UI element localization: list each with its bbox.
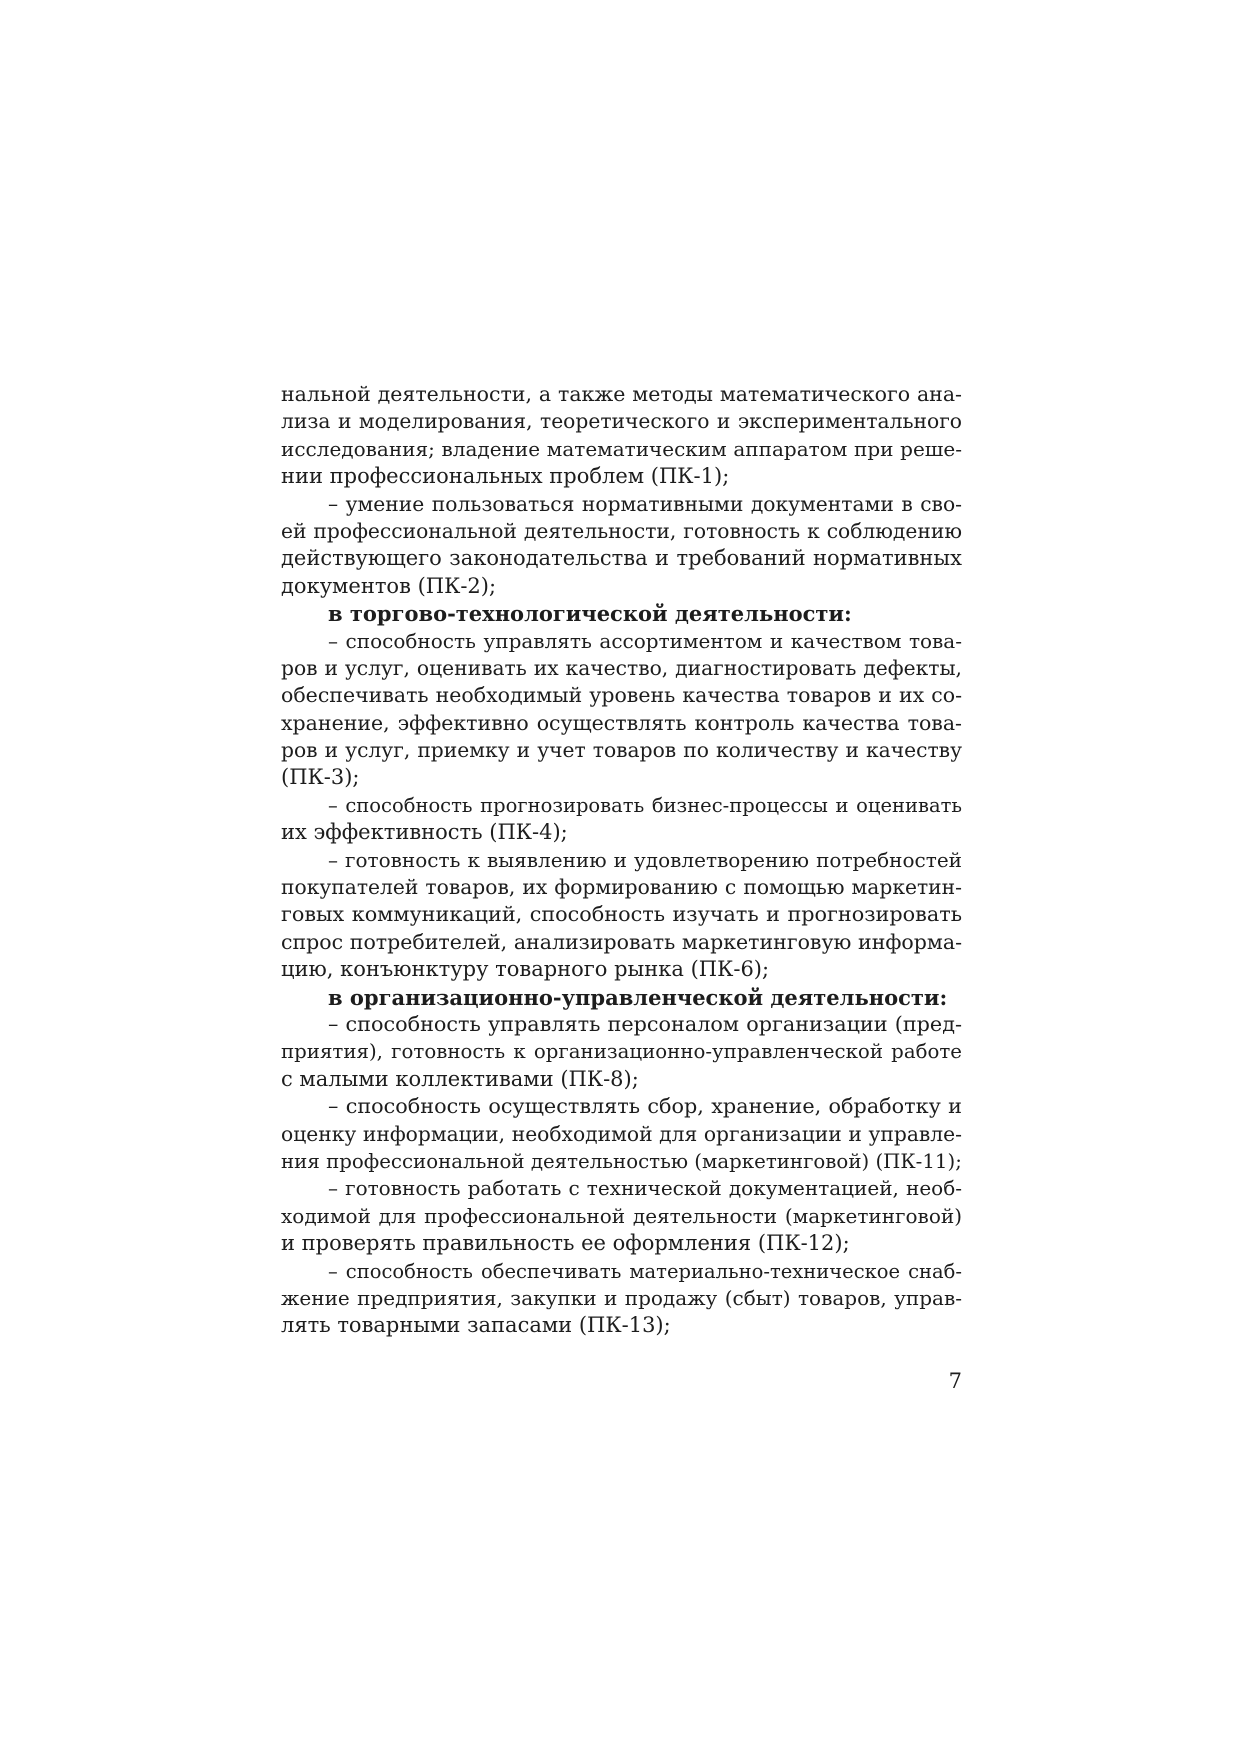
- text-line: ния профессиональной деятельностью (маркетинговой) (ПК-11);: [281, 1149, 962, 1173]
- text-line: говых коммуникаций, способность изучать и прогнозировать: [281, 902, 962, 927]
- text-line: приятия), готовность к организационно-управленческой работе: [281, 1040, 962, 1064]
- text-line: – готовность работать с технической документацией, необ-: [328, 1176, 962, 1201]
- text-line: документов (ПК-2);: [281, 573, 497, 598]
- text-line: – умение пользоваться нормативными документами в сво-: [328, 491, 962, 516]
- text-line: и проверять правильность ее оформления (ПК-12);: [281, 1231, 850, 1256]
- text-line: оценку информации, необходимой для организации и управле-: [281, 1121, 962, 1146]
- text-line: ходимой для профессиональной деятельности (маркетинговой): [281, 1203, 962, 1228]
- text-line: – способность прогнозировать бизнес-процессы и оценивать: [328, 793, 962, 817]
- text-line: покупателей товаров, их формированию с помощью маркетин-: [281, 875, 962, 900]
- text-line: спрос потребителей, анализировать маркетинговую информа-: [281, 929, 962, 954]
- text-line: лять товарными запасами (ПК-13);: [281, 1313, 671, 1338]
- section-heading: в торгово-технологической деятельности:: [328, 601, 852, 627]
- text-line: цию, конъюнктуру товарного рынка (ПК-6);: [281, 957, 770, 982]
- text-line: – способность управлять персоналом организации (пред-: [328, 1011, 962, 1036]
- text-line: действующего законодательства и требований нормативных: [281, 546, 962, 571]
- text-line: – способность управлять ассортиментом и качеством това-: [328, 628, 962, 653]
- text-line: ей профессиональной деятельности, готовность к соблюдению: [281, 518, 962, 543]
- text-line: нии профессиональных проблем (ПК-1);: [281, 464, 730, 489]
- text-line: исследования; владение математическим аппаратом при реше-: [281, 436, 962, 461]
- text-line: – способность осуществлять сбор, хранение, обработку и: [328, 1094, 962, 1119]
- text-line: ров и услуг, оценивать их качество, диагностировать дефекты,: [281, 655, 962, 680]
- text-line: обеспечивать необходимый уровень качества товаров и их со-: [281, 683, 962, 708]
- page-number: 7: [948, 1369, 962, 1393]
- body-text: [281, 381, 962, 1340]
- text-line: лиза и моделирования, теоретического и экспериментального: [281, 409, 962, 434]
- section-heading: в организационно-управленческой деятельности:: [328, 984, 948, 1010]
- text-line: ров и услуг, приемку и учет товаров по количеству и качеству: [281, 738, 962, 763]
- text-line: (ПК-3);: [281, 765, 360, 790]
- text-line: – способность обеспечивать материально-техническое снаб-: [328, 1259, 962, 1283]
- text-line: – готовность к выявлению и удовлетворению потребностей: [328, 847, 962, 872]
- text-line: с малыми коллективами (ПК-8);: [281, 1066, 639, 1091]
- text-line: их эффективность (ПК-4);: [281, 820, 568, 845]
- text-line: жение предприятия, закупки и продажу (сбыт) товаров, управ-: [281, 1285, 962, 1310]
- text-line: нальной деятельности, а также методы математического ана-: [281, 382, 962, 406]
- text-line: хранение, эффективно осуществлять контроль качества това-: [281, 710, 962, 735]
